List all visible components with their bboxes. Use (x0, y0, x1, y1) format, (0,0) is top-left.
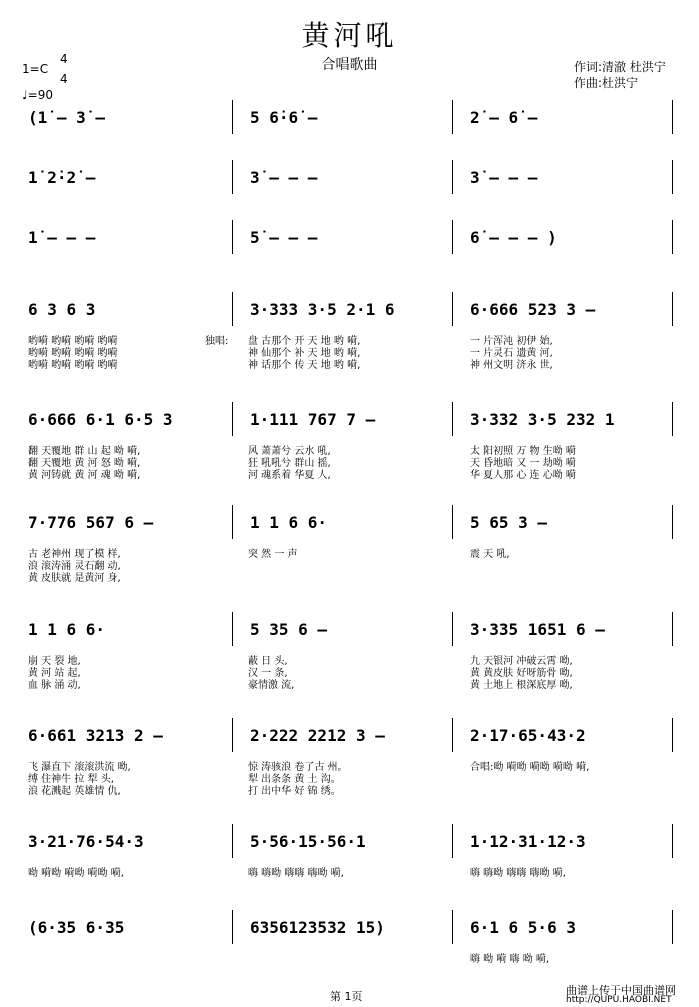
measure: 1 1 6 6· (250, 513, 328, 532)
measure: 2·222 2212 3 – (250, 726, 385, 745)
lyric-line: 犁 出条条 黄 土 沟。 (248, 774, 341, 785)
composer: 作曲:杜洪宁 (574, 76, 639, 90)
tempo: ♩=90 (22, 88, 53, 102)
lyric-line: 缚 住神牛 拉 犁 头, (28, 774, 114, 785)
lyric-line: 哟嗬 哟嗬 哟嗬 哟嗬 (28, 348, 118, 359)
lyric-line: 嗨 呦 嗬 嗨 呦 嗬, (470, 954, 550, 965)
bar-line (232, 505, 233, 539)
bar-line (672, 220, 673, 254)
time-signature-bottom: 4 (60, 72, 68, 86)
measure: 5 6̇·6̇ – (250, 108, 318, 127)
lyric-line: 黄 河 站 起, (28, 668, 81, 679)
bar-line (672, 292, 673, 326)
measure: 5̇ – – – (250, 228, 318, 247)
lyric-line: 黄 河铸就 黄 河 魂 呦 嗬, (28, 470, 141, 481)
lyric-line: 风 萧萧兮 云水 吼, (248, 446, 331, 457)
lyric-line: 翻 天覆地 黄 河 怒 呦 嗬, (28, 458, 141, 469)
bar-line (232, 910, 233, 944)
lyric-line: 天 昏地暗 又 一 劫呦 嗬 (470, 458, 576, 469)
bar-line (672, 910, 673, 944)
lyric-line: 突 然 一 声 (248, 549, 298, 560)
measure: 6 3 6 3 (28, 300, 96, 319)
bar-line (232, 220, 233, 254)
bar-line (232, 718, 233, 752)
lyric-line: 嗨 嗨呦 嗨嗨 嗨呦 嗬, (470, 868, 566, 879)
lyric-line: 翻 天覆地 群 山 起 呦 嗬, (28, 446, 141, 457)
lyric-line: 震 天 吼, (470, 549, 510, 560)
bar-line (232, 100, 233, 134)
lyric-line: 神 州文明 济永 世, (470, 360, 553, 371)
time-signature-top: 4 (60, 52, 68, 66)
lyric-line: 血 脉 涌 动, (28, 680, 81, 691)
lyric-line: 黄 皮肤就 是黄河 身, (28, 573, 121, 584)
site-credit: 曲谱上传于中国曲谱网 (566, 984, 676, 997)
lyric-line: 太 阳初照 万 物 生呦 嗬 (470, 446, 576, 457)
lyric-line: 崩 天 裂 地, (28, 656, 81, 667)
bar-line (452, 292, 453, 326)
bar-line (232, 824, 233, 858)
lyric-line: 呦 嗬呦 嗬呦 嗬呦 嗬, (28, 868, 124, 879)
lyric-line: 黄 黄皮肤 好呀筋骨 呦, (470, 668, 573, 679)
lyric-line: 九 天银河 冲破云霄 呦, (470, 656, 573, 667)
lyric-line: 嗨 嗨呦 嗨嗨 嗨呦 嗬, (248, 868, 344, 879)
lyric-line: 河 魂系着 华夏 人, (248, 470, 331, 481)
measure: 3·335 1651 6 – (470, 620, 605, 639)
measure: 6356123532 15) (250, 918, 385, 937)
bar-line (452, 910, 453, 944)
bar-line (452, 824, 453, 858)
lyric-line: 豪情激 流, (248, 680, 295, 691)
measure: 3·333 3·5 2·1 6 (250, 300, 395, 319)
measure: 6·666 6·1 6·5 3 (28, 410, 173, 429)
bar-line (672, 824, 673, 858)
bar-line (232, 160, 233, 194)
measure: 6·1 6 5·6 3 (470, 918, 576, 937)
bar-line (232, 292, 233, 326)
bar-line (452, 100, 453, 134)
bar-line (672, 612, 673, 646)
lyric-line: 惊 涛骇浪 卷了古 州。 (248, 762, 348, 773)
measure: 6̇ – – – ) (470, 228, 557, 247)
lyric-line: 合唱:呦 嗬呦 嗬呦 嗬呦 嗬, (470, 762, 590, 773)
lyric-line: 哟嗬 哟嗬 哟嗬 哟嗬 (28, 360, 118, 371)
lyric-line: 飞 瀑直下 滚滚洪流 呦, (28, 762, 131, 773)
bar-line (672, 402, 673, 436)
bar-line (452, 505, 453, 539)
lyricist: 作词:清澈 杜洪宁 (574, 60, 666, 74)
measure: 6·666 523 3 – (470, 300, 596, 319)
lyric-line: 古 老神州 现了模 样, (28, 549, 121, 560)
lyric-line: 一 片灵石 遗黄 河, (470, 348, 553, 359)
measure: (1̇ – 3̇ – (28, 108, 106, 127)
measure: 5 65 3 – (470, 513, 548, 532)
measure: 1 1 6 6· (28, 620, 106, 639)
lyric-line: 蔽 日 头, (248, 656, 288, 667)
bar-line (452, 160, 453, 194)
measure: 2·17·65·43·2 (470, 726, 586, 745)
bar-line (452, 718, 453, 752)
page-title: 黄河吼 (301, 19, 398, 52)
lyric-line: 华 夏人那 心 连 心呦 嗬 (470, 470, 576, 481)
bar-line (452, 612, 453, 646)
measure: 6·661 3213 2 – (28, 726, 163, 745)
lyric-line: 一 片浑沌 初伊 始, (470, 336, 553, 347)
subtitle: 合唱歌曲 (321, 57, 378, 73)
lyric-line: 黄 土地上 根深底厚 呦, (470, 680, 573, 691)
lyric-line: 哟嗬 哟嗬 哟嗬 哟嗬 (28, 336, 118, 347)
measure: 1̇ – – – (28, 228, 96, 247)
bar-line (672, 100, 673, 134)
lyric-line: 独唱: (205, 336, 229, 347)
site-url: http://QUPU.HAOBI.NET (566, 995, 672, 1005)
lyric-line: 神 话那个 传 天 地 哟 嗬, (248, 360, 361, 371)
measure: 5·56·15·56·1 (250, 832, 366, 851)
measure: 7·776 567 6 – (28, 513, 154, 532)
bar-line (232, 402, 233, 436)
measure: 5 35 6 – (250, 620, 328, 639)
lyric-line: 浪 花溅起 英雄情 仇, (28, 786, 121, 797)
lyric-line: 汉 一 条, (248, 668, 288, 679)
bar-line (452, 402, 453, 436)
measure: 1·12·31·12·3 (470, 832, 586, 851)
lyric-line: 打 出中华 好 锦 绣。 (248, 786, 341, 797)
lyric-line: 神 仙那个 补 天 地 哟 嗬, (248, 348, 361, 359)
measure: 3̇ – – – (250, 168, 318, 187)
measure: 2̇ – 6̇ – (470, 108, 538, 127)
lyric-line: 盘 古那个 开 天 地 哟 嗬, (248, 336, 361, 347)
bar-line (232, 612, 233, 646)
measure: 3̇ – – – (470, 168, 538, 187)
measure: 3·332 3·5 232 1 (470, 410, 615, 429)
lyric-line: 浪 滚涛涌 灵石翻 动, (28, 561, 121, 572)
bar-line (672, 718, 673, 752)
lyric-line: 狂 吼吼兮 群山 摇, (248, 458, 331, 469)
bar-line (672, 160, 673, 194)
measure: 3·21·76·54·3 (28, 832, 144, 851)
key-signature: 1=C (22, 62, 49, 76)
bar-line (452, 220, 453, 254)
measure: 1·111 767 7 – (250, 410, 376, 429)
bar-line (672, 505, 673, 539)
page-number: 第 1页 (330, 990, 363, 1003)
measure: 1̇ 2̇·2̇ – (28, 168, 96, 187)
measure: (6·35 6·35 (28, 918, 125, 937)
